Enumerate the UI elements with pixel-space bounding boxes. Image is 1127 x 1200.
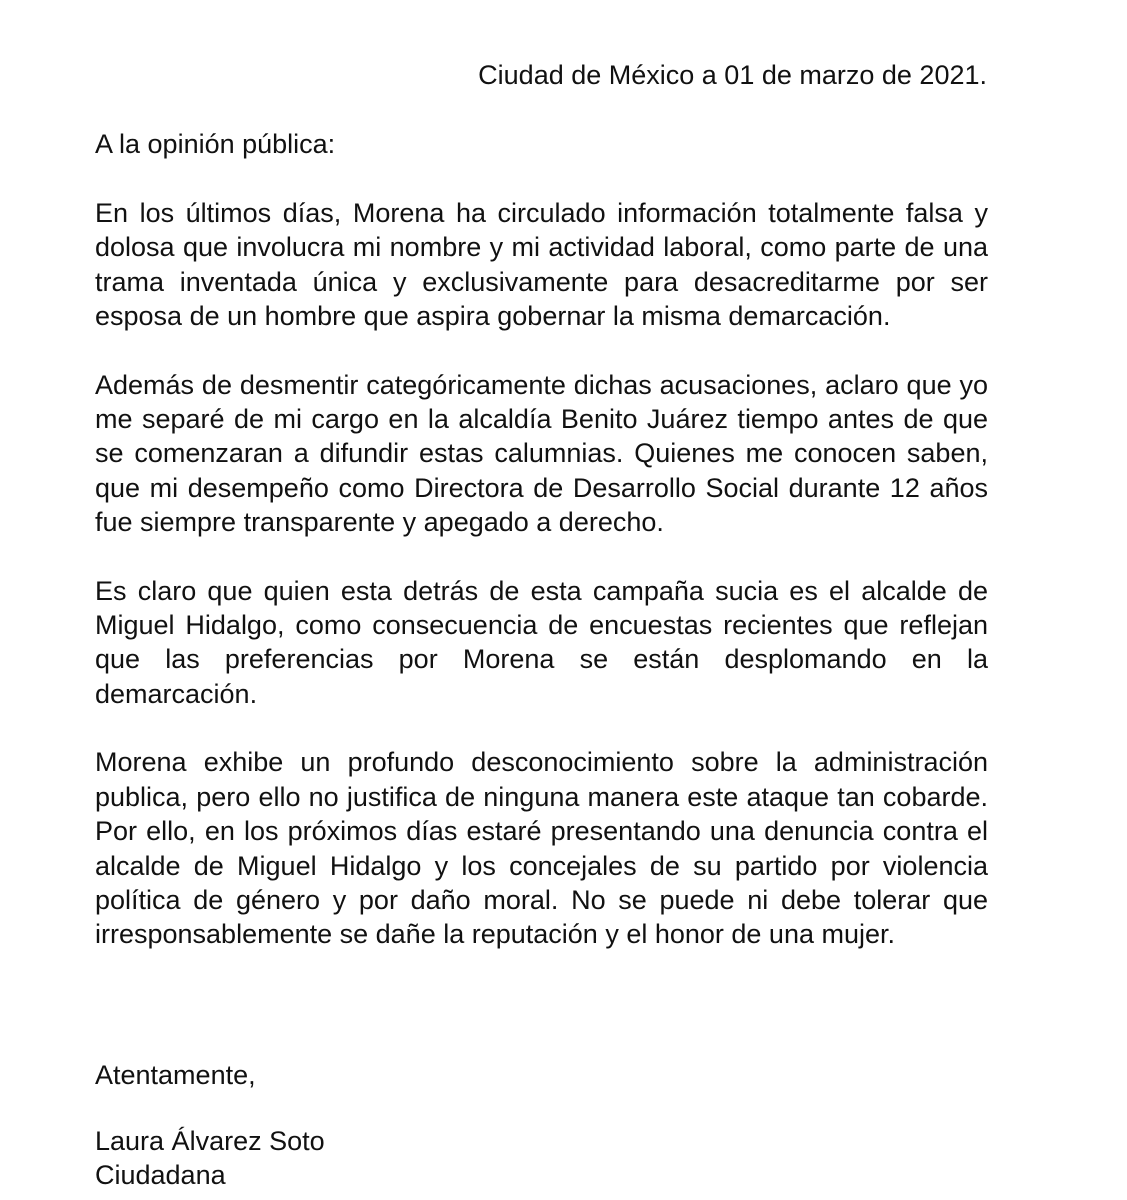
signer-title: Ciudadana [95,1160,226,1190]
signer-name: Laura Álvarez Soto [95,1126,325,1156]
place-date: Ciudad de México a 01 de marzo de 2021. [478,60,987,90]
letter-body [95,196,988,986]
paragraph-3: Es claro que quien esta detrás de esta campaña sucia es el alcalde de Miguel Hidalgo, como consecuencia de encuestas recientes que reflejan que las preferencias por Morena se están desplomando en la demarcación. [95,575,988,709]
salutation: A la opinión pública: [95,129,336,159]
signature-block [95,1124,325,1192]
paragraph-2: Además de desmentir categóricamente dichas acusaciones, aclaro que yo me separé de mi cargo en la alcaldía Benito Juárez tiempo antes de que se comenzaran a difundir estas calumnias. Quienes me conocen saben, que mi desempeño como Directora de Desarrollo Social durante 12 años fue siempre transparente y apegado a derecho. [95,369,988,538]
paragraph-1: En los últimos días, Morena ha circulado información totalmente falsa y dolosa que involucra mi nombre y mi actividad laboral, como parte de una trama inventada única y exclusivamente para desacreditarme por ser esposa de un hombre que aspira gobernar la misma demarcación. [95,198,988,332]
paragraph-4: Morena exhibe un profundo desconocimiento sobre la administración publica, pero ello no justifica de ninguna manera este ataque tan cobarde. Por ello, en los próximos días estaré presentando una denuncia contra el alcalde de Miguel Hidalgo y los concejales de su partido por violencia política de género y por daño moral. No se puede ni debe tolerar que irresponsablemente se dañe la reputación y el honor de una mujer. [95,747,988,950]
closing: Atentamente, [95,1060,256,1090]
